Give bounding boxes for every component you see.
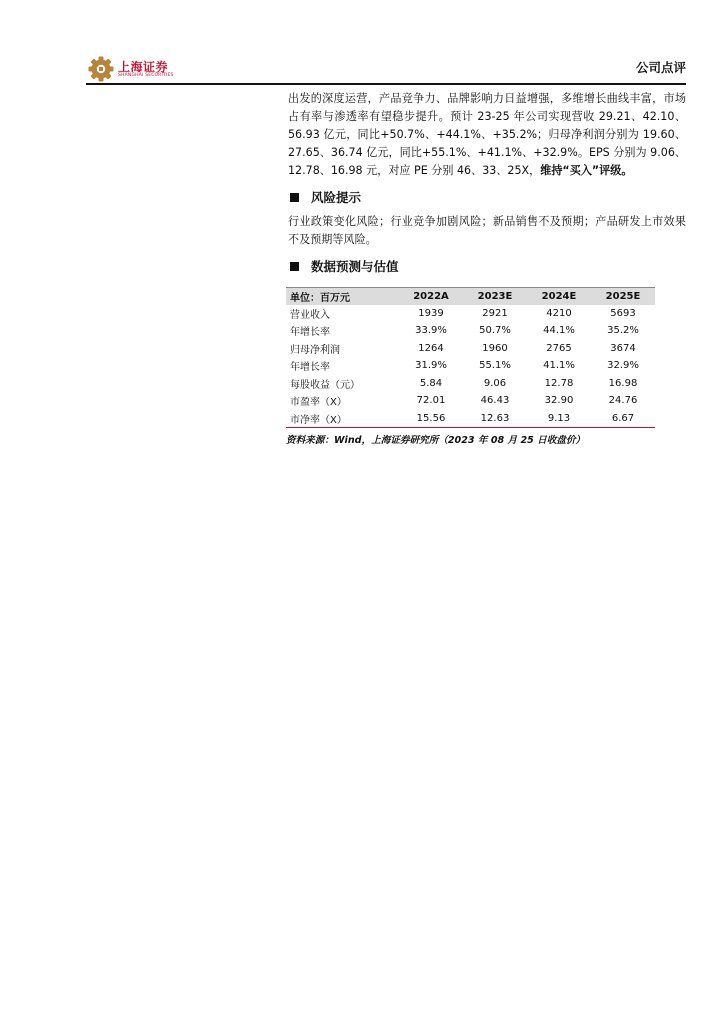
risk-section-heading: [288, 186, 686, 208]
row-label: 市净率（X）: [286, 410, 399, 428]
table-header-cell: 单位：百万元: [286, 288, 399, 305]
main-text-column: [288, 90, 686, 277]
header-divider: [86, 83, 686, 85]
table-header-cell: 2023E: [463, 288, 527, 305]
table-cell: 44.1%: [543, 325, 575, 337]
table-header-cell: 2025E: [591, 288, 655, 305]
table-cell: 15.56: [399, 410, 463, 428]
table-cell: 24.76: [608, 395, 638, 407]
row-label: 年增长率: [290, 362, 330, 374]
table-row: [286, 357, 655, 375]
table-cell: 1960: [482, 342, 508, 354]
forecast-table: [286, 287, 655, 428]
table-cell: 12.63: [463, 410, 527, 428]
data-section-heading: [288, 255, 686, 277]
row-label: 市盈率（X）: [290, 397, 347, 409]
table-cell: 6.67: [591, 410, 655, 428]
table-cell: 55.1%: [479, 360, 511, 372]
table-header-cell: 2024E: [527, 288, 591, 305]
table-row: [286, 375, 655, 393]
table-cell: 32.90: [544, 395, 574, 407]
row-label: 营业收入: [290, 309, 330, 321]
table-cell: 41.1%: [543, 360, 575, 372]
row-label: 归母净利润: [290, 344, 340, 356]
shanghai-securities-logo-icon: [86, 55, 116, 83]
table-source-note: 资料来源：Wind，上海证券研究所（2023 年 08 月 25 日收盘价）: [286, 435, 586, 446]
risk-section-title: 风险提示: [311, 190, 362, 205]
table-cell: 33.9%: [415, 325, 447, 337]
table-cell: 31.9%: [415, 360, 447, 372]
table-row: [286, 340, 655, 358]
table-header-row: [286, 288, 655, 305]
brand-name-en: SHANGHAI SECURITIES: [118, 73, 174, 78]
forecast-text: 出发的深度运营，产品竞争力、品牌影响力日益增强，多维增长曲线丰富，市场占有率与渗透率有望稳步提升。预计 23-25 年公司实现营收 29.21、42.10、56.93 亿元，同比+50.7%、+44.1%、+35.2%；归母净利润分别为 19.60、27.65、36.74 亿元，同比+55.1%、+41.1%、+32.9%。EPS 分别为 9.06、12.78、16.98 元，对应 PE 分别 46、33、25X，: [288, 92, 686, 177]
table-cell: 1939: [418, 307, 444, 319]
report-type-label: 公司点评: [635, 60, 686, 75]
table-cell: 1264: [418, 342, 444, 354]
table-cell: 35.2%: [607, 325, 639, 337]
table-cell: 4210: [546, 307, 572, 319]
table-cell: 9.13: [527, 410, 591, 428]
table-cell: 2765: [546, 342, 572, 354]
table-cell: 2921: [482, 307, 508, 319]
table-cell: 72.01: [416, 395, 446, 407]
table-header-cell: 2022A: [399, 288, 463, 305]
table-cell: 3674: [610, 342, 636, 354]
forecast-paragraph: [288, 90, 686, 180]
data-section-title: 数据预测与估值: [311, 259, 399, 274]
rating-text: 维持“买入”评级。: [540, 164, 633, 177]
table-cell: 12.78: [544, 377, 574, 389]
table-row: [286, 322, 655, 340]
table-cell: 50.7%: [479, 325, 511, 337]
bullet-square-icon: [290, 193, 299, 202]
table-row: [286, 305, 655, 323]
bullet-square-icon: [290, 262, 299, 271]
page-header: [86, 55, 686, 85]
row-label: 年增长率: [290, 327, 330, 339]
row-label: 每股收益（元）: [290, 379, 360, 391]
table-cell: 32.9%: [607, 360, 639, 372]
table-cell: 5.84: [419, 377, 443, 389]
risk-paragraph: 行业政策变化风险；行业竞争加剧风险；新品销售不及预期；产品研发上市效果不及预期等风险。: [288, 215, 686, 246]
table-cell: 5693: [610, 307, 636, 319]
table-row: [286, 392, 655, 410]
table-cell: 16.98: [608, 377, 638, 389]
table-row: [286, 410, 655, 428]
brand-name-cn: 上海证券: [118, 60, 169, 74]
table-cell: 9.06: [483, 377, 507, 389]
table-cell: 46.43: [480, 395, 510, 407]
